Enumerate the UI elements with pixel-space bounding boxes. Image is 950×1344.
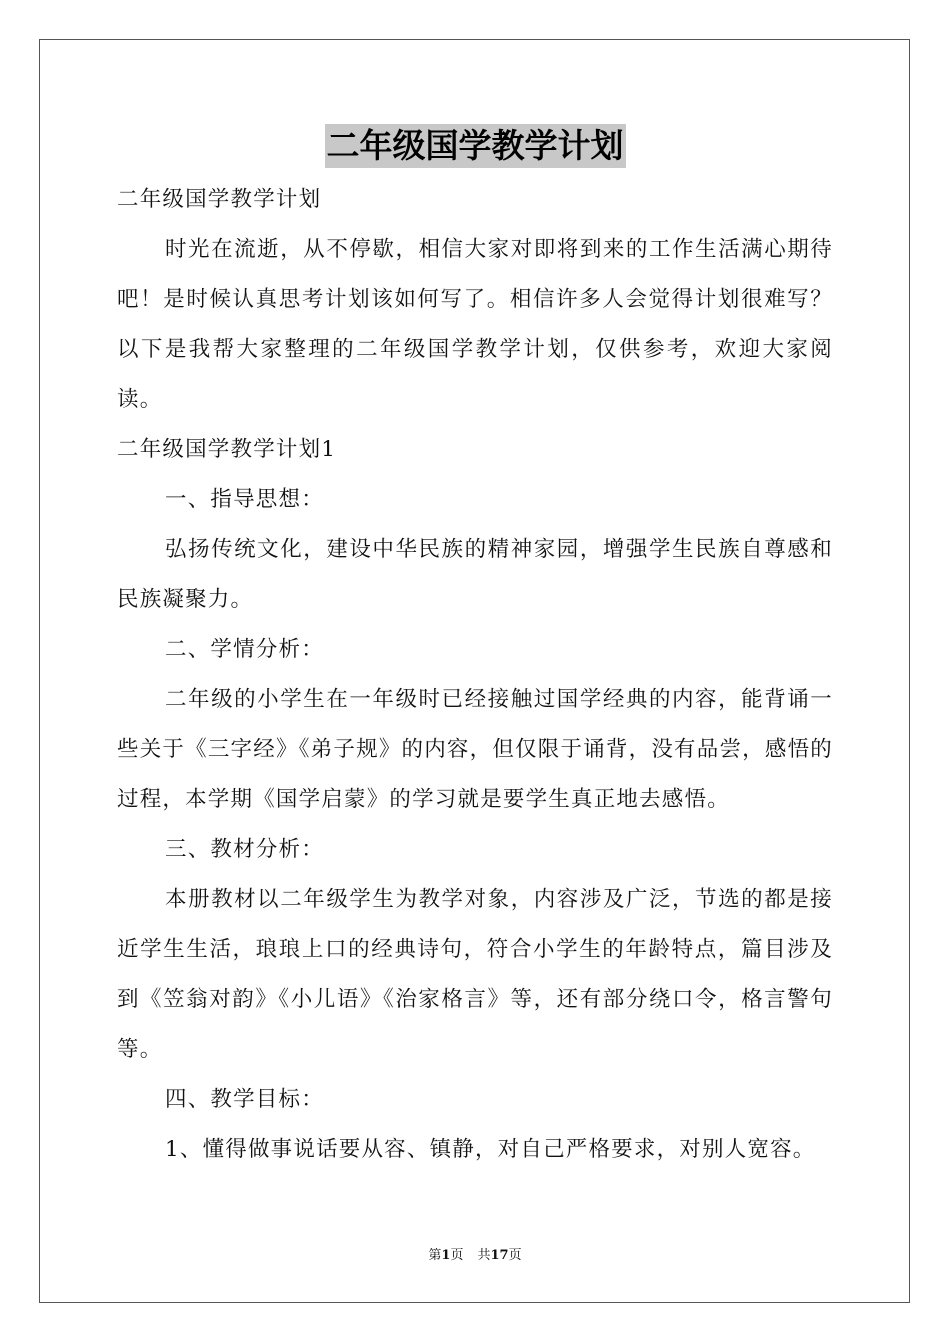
total-prefix: 共 bbox=[477, 1248, 491, 1263]
section-heading: 三、教材分析： bbox=[165, 837, 324, 862]
body-paragraph: 二年级国学教学计划 bbox=[117, 187, 322, 212]
body-paragraph: 本册教材以二年级学生为教学对象，内容涉及广泛，节选的都是接近学生生活，琅琅上口的经典诗句，符合小学生的年龄特点，篇目涉及到《笠翁对韵》《小儿语》《治家格言》等，还有部分绕口令，格言警句等。 bbox=[117, 887, 833, 1062]
section-heading: 四、教学目标： bbox=[165, 1087, 324, 1112]
title-wrap bbox=[0, 124, 950, 168]
document-body bbox=[117, 175, 833, 1175]
body-paragraph: 二年级的小学生在一年级时已经接触过国学经典的内容，能背诵一些关于《三字经》《弟子规》的内容，但仅限于诵背，没有品尝，感悟的过程，本学期《国学启蒙》的学习就是要学生真正地去感悟。 bbox=[117, 687, 833, 812]
page-footer bbox=[0, 1246, 950, 1266]
body-paragraph: 1、懂得做事说话要从容、镇静，对自己严格要求，对别人宽容。 bbox=[165, 1137, 816, 1162]
document-title: 二年级国学教学计划 bbox=[325, 124, 626, 168]
section-heading: 二、学情分析： bbox=[165, 637, 324, 662]
section-heading: 一、指导思想： bbox=[165, 487, 324, 512]
body-paragraph: 时光在流逝，从不停歇，相信大家对即将到来的工作生活满心期待吧！是时候认真思考计划该如何写了。相信许多人会觉得计划很难写？以下是我帮大家整理的二年级国学教学计划，仅供参考，欢迎大家阅读。 bbox=[117, 237, 833, 412]
body-paragraph: 二年级国学教学计划1 bbox=[117, 437, 337, 462]
page-number: 1 bbox=[441, 1248, 451, 1263]
total-suffix: 页 bbox=[508, 1248, 522, 1263]
page-suffix: 页 bbox=[450, 1248, 464, 1263]
page-prefix: 第 bbox=[428, 1248, 442, 1263]
body-paragraph: 弘扬传统文化，建设中华民族的精神家园，增强学生民族自尊感和民族凝聚力。 bbox=[117, 537, 833, 612]
total-pages: 17 bbox=[490, 1248, 509, 1263]
